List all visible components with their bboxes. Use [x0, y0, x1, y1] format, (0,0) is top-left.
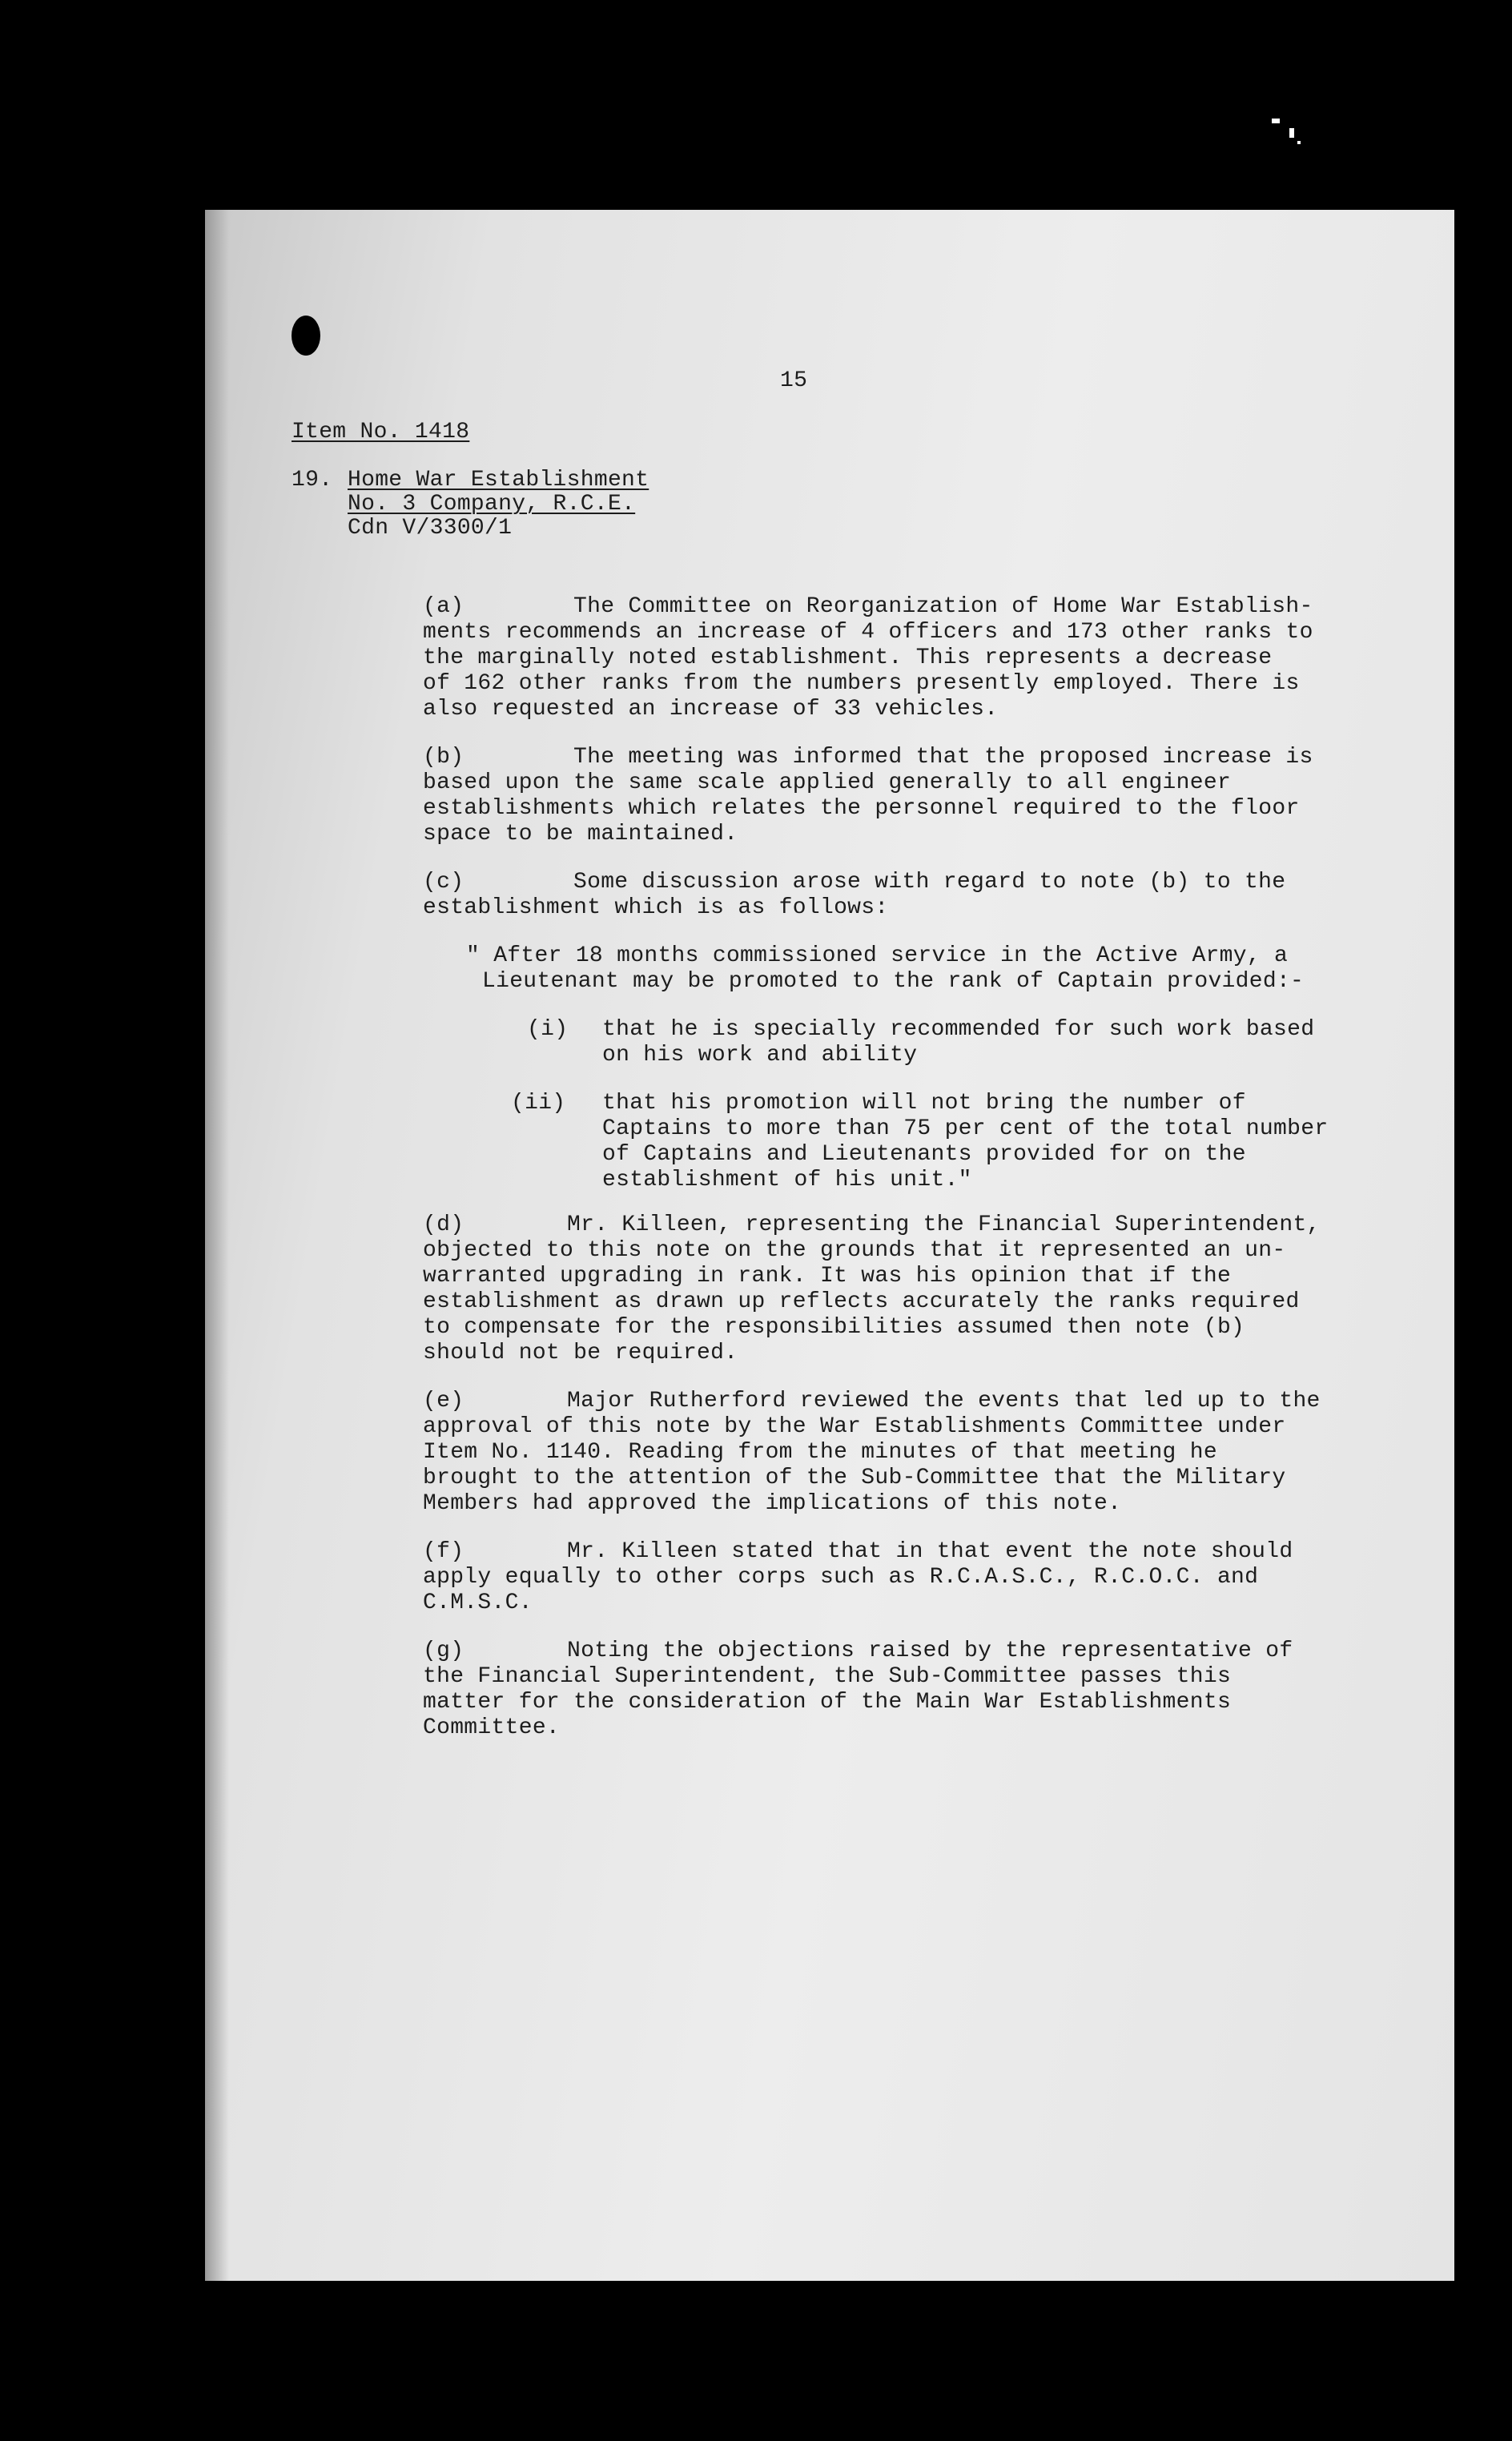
quote-line: Lieutenant may be promoted to the rank of Captain provided:- [482, 969, 1305, 994]
para-g-line: Noting the objections raised by the representative of [567, 1639, 1293, 1663]
para-e-label: (e) [423, 1389, 464, 1414]
para-f-label: (f) [423, 1539, 464, 1564]
para-g-line: the Financial Superintendent, the Sub-Committee passes this [423, 1664, 1232, 1689]
para-e-line: Major Rutherford reviewed the events that led up to the [567, 1389, 1321, 1414]
section-number: 19. [292, 468, 333, 493]
para-g-line: Committee. [423, 1715, 561, 1740]
para-f-line: C.M.S.C. [423, 1590, 533, 1615]
para-d-line: to compensate for the responsibilities assumed then note (b) [423, 1315, 1245, 1340]
quote-sub-i-line: on his work and ability [602, 1043, 918, 1068]
quote-sub-i-line: that he is specially recommended for such work based [602, 1017, 1315, 1042]
quote-sub-ii-label: (ii) [511, 1091, 566, 1116]
quote-sub-ii-line: that his promotion will not bring the number of [602, 1091, 1246, 1116]
para-e-line: Item No. 1140. Reading from the minutes of that meeting he [423, 1440, 1217, 1465]
para-b-line: space to be maintained. [423, 822, 738, 847]
para-a-line: of 162 other ranks from the numbers presently employed. There is [423, 671, 1300, 696]
para-b-label: (b) [423, 745, 464, 770]
para-d-line: objected to this note on the grounds that it represented an un- [423, 1238, 1286, 1263]
para-d-line: Mr. Killeen, representing the Financial Superintendent, [567, 1212, 1321, 1237]
quote-sub-ii-line: of Captains and Lieutenants provided for on the [602, 1142, 1246, 1167]
para-a-line: the marginally noted establishment. This represents a decrease [423, 645, 1273, 670]
quote-line: " After 18 months commissioned service in the Active Army, a [466, 943, 1289, 968]
para-a-label: (a) [423, 594, 464, 619]
para-d-line: establishment as drawn up reflects accurately the ranks required [423, 1289, 1300, 1314]
para-f-line: apply equally to other corps such as R.C.A.S.C., R.C.O.C. and [423, 1565, 1259, 1590]
para-d-label: (d) [423, 1212, 464, 1237]
scan-speck [1272, 119, 1280, 123]
para-f-line: Mr. Killeen stated that in that event the note should [567, 1539, 1293, 1564]
para-b-line: establishments which relates the personnel required to the floor [423, 796, 1300, 821]
punch-hole [292, 316, 320, 356]
para-c-line: Some discussion arose with regard to note (b) to the [573, 870, 1286, 895]
page-edge-shadow [205, 210, 229, 2281]
para-g-line: matter for the consideration of the Main War Establishments [423, 1690, 1232, 1715]
section-subtitle-unit: No. 3 Company, R.C.E. [348, 492, 636, 517]
para-e-line: brought to the attention of the Sub-Committee that the Military [423, 1466, 1286, 1490]
quote-sub-ii-line: Captains to more than 75 per cent of the total number [602, 1116, 1329, 1141]
section-subtitle-file: Cdn V/3300/1 [348, 516, 513, 541]
para-b-line: based upon the same scale applied generally to all engineer [423, 770, 1232, 795]
page-number: 15 [780, 368, 808, 393]
scan-speck [1289, 128, 1294, 138]
para-g-label: (g) [423, 1639, 464, 1663]
section-title: Home War Establishment [348, 468, 649, 493]
para-e-line: Members had approved the implications of this note. [423, 1491, 1122, 1516]
para-d-line: warranted upgrading in rank. It was his opinion that if the [423, 1264, 1232, 1289]
para-e-line: approval of this note by the War Establishments Committee under [423, 1414, 1286, 1439]
para-a-line: ments recommends an increase of 4 officers and 173 other ranks to [423, 620, 1313, 645]
quote-sub-ii-line: establishment of his unit." [602, 1168, 972, 1192]
para-a-line: also requested an increase of 33 vehicles. [423, 697, 999, 722]
para-b-line: The meeting was informed that the proposed increase is [573, 745, 1313, 770]
quote-sub-i-label: (i) [527, 1017, 569, 1042]
para-c-line: establishment which is as follows: [423, 895, 889, 920]
para-c-label: (c) [423, 870, 464, 895]
para-d-line: should not be required. [423, 1341, 738, 1365]
para-a-line: The Committee on Reorganization of Home War Establish- [573, 594, 1313, 619]
item-header: Item No. 1418 [292, 420, 470, 444]
document-page [205, 210, 1454, 2281]
scan-speck [1297, 141, 1301, 144]
